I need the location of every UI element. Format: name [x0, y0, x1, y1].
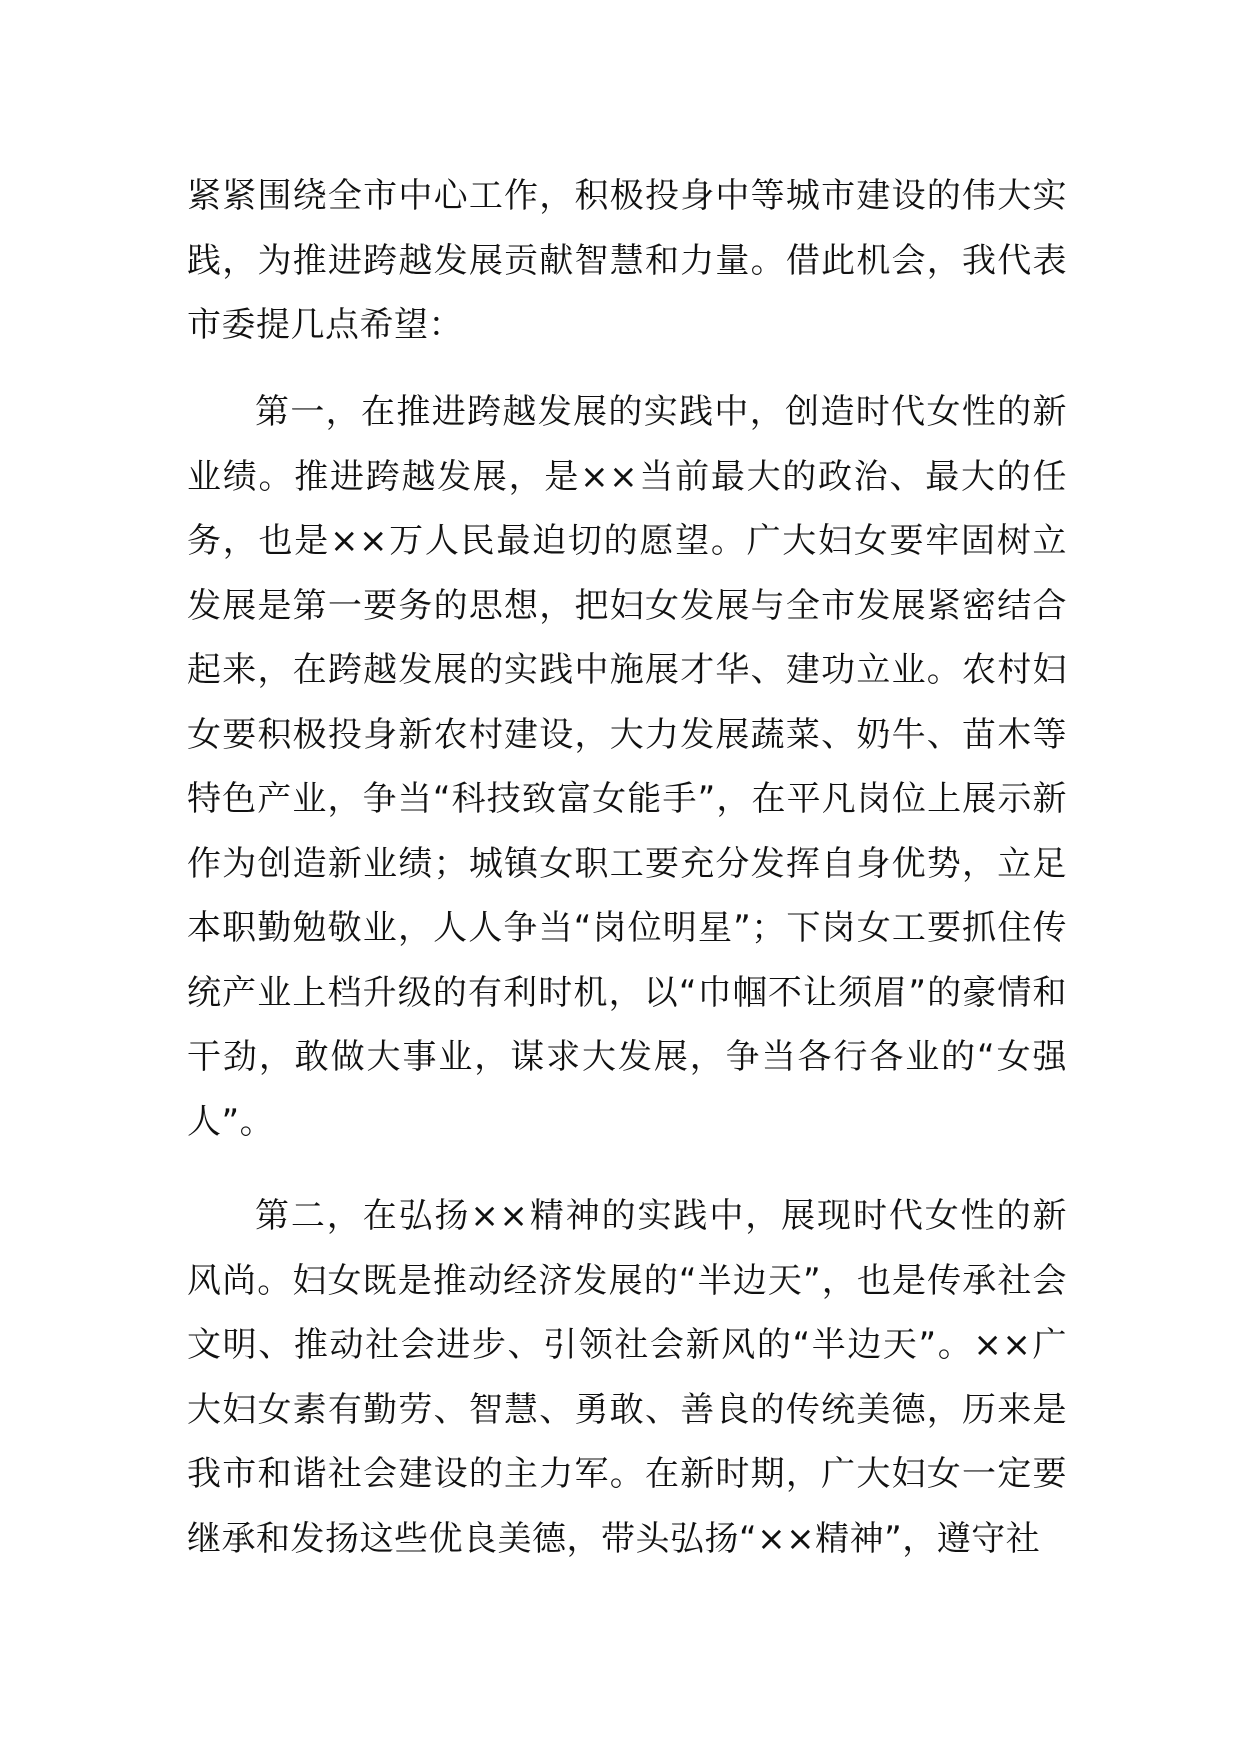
- paragraph-intro: 紧紧围绕全市中心工作，积极投身中等城市建设的伟大实践，为推进跨越发展贡献智慧和力量。借此机会，我代表市委提几点希望：: [187, 176, 1067, 345]
- paragraph-second-point: 第二，在弘扬××精神的实践中，展现时代女性的新风尚。妇女既是推动经济发展的“半边天”，也是传承社会文明、推动社会进步、引领社会新风的“半边天”。××广大妇女素有勤劳、智慧、勇敢、善良的传统美德，历来是我市和谐社会建设的主力军。在新时期，广大妇女一定要继承和发扬这些优良美德，带头弘扬“××精神”，遵守社: [187, 1196, 1067, 1559]
- paragraph-first-point: 第一，在推进跨越发展的实践中，创造时代女性的新业绩。推进跨越发展，是××当前最大的政治、最大的任务，也是××万人民最迫切的愿望。广大妇女要牢固树立发展是第一要务的思想，把妇女发展与全市发展紧密结合起来，在跨越发展的实践中施展才华、建功立业。农村妇女要积极投身新农村建设，大力发展蔬菜、奶牛、苗木等特色产业，争当“科技致富女能手”，在平凡岗位上展示新作为创造新业绩；城镇女职工要充分发挥自身优势，立足本职勤勉敬业，人人争当“岗位明星”；下岗女工要抓住传统产业上档升级的有利时机，以“巾帼不让须眉”的豪情和干劲，敢做大事业，谋求大发展，争当各行各业的“女强人”。: [187, 392, 1067, 1142]
